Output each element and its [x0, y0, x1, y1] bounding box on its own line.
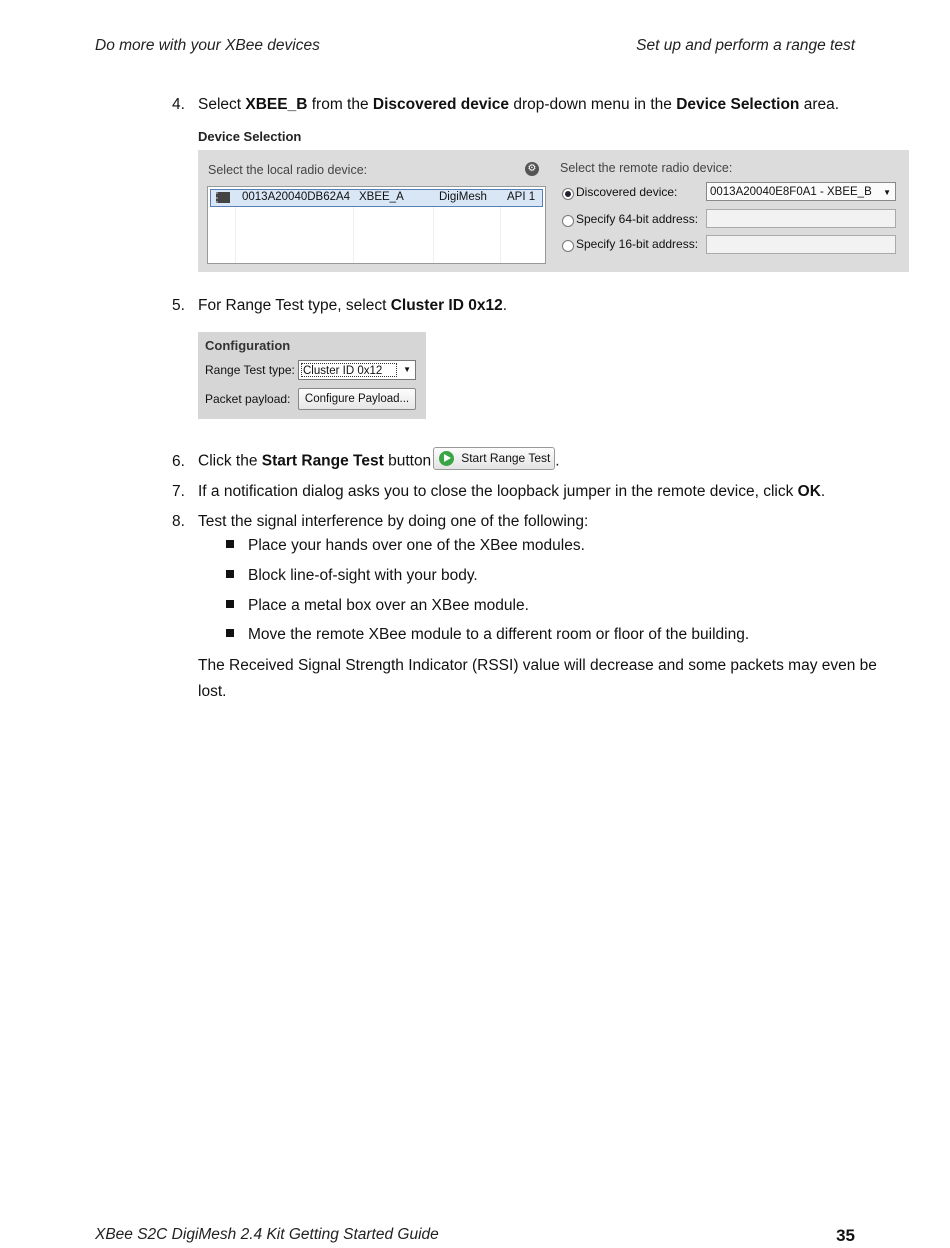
step-text: area. [799, 96, 840, 113]
discovered-device-label: Discovered device: [576, 185, 678, 199]
step-text: button [383, 452, 432, 470]
step-7 [172, 482, 825, 502]
chevron-down-icon: ▼ [883, 188, 891, 197]
address-64bit-field[interactable] [706, 209, 896, 228]
list-item [226, 625, 749, 645]
bullet-text: Move the remote XBee module to a different room or floor of the building. [248, 626, 750, 643]
bullet-icon [226, 600, 234, 608]
step-text: . [820, 483, 826, 500]
step-text: If a notification dialog asks you to close the loopback jumper in the remote device, click [198, 483, 798, 500]
local-device-list[interactable] [207, 186, 546, 264]
step-number: 4. [172, 96, 185, 113]
step-text: Test the signal interference by doing one of the following: [198, 513, 589, 530]
start-range-test-button[interactable] [433, 447, 555, 470]
remote-device-label: Select the remote radio device: [560, 161, 733, 175]
discovered-device-radio[interactable] [562, 188, 574, 200]
packet-payload-label: Packet payload: [205, 392, 291, 406]
range-test-type-value: Cluster ID 0x12 [301, 363, 397, 377]
step-4 [172, 95, 839, 115]
radio-module-icon [216, 192, 230, 203]
step-bold: Discovered device [372, 96, 510, 113]
step-text: For Range Test type, select [198, 297, 391, 314]
specify-64bit-label: Specify 64-bit address: [576, 212, 699, 226]
bullet-text: Block line-of-sight with your body. [248, 567, 478, 584]
configuration-title: Configuration [205, 338, 291, 353]
discovered-device-select[interactable] [706, 182, 896, 201]
range-test-type-label: Range Test type: [205, 363, 295, 377]
bullet-icon [226, 629, 234, 637]
step-8 [172, 512, 588, 532]
address-16bit-field[interactable] [706, 235, 896, 254]
device-name: XBEE_A [359, 191, 404, 203]
step-bold: XBEE_B [245, 96, 308, 113]
step-text: . [555, 452, 560, 470]
configuration-panel [198, 332, 426, 419]
closing-paragraph: The Received Signal Strength Indicator (RSSI) value will decrease and some packets may even be lost. [198, 657, 877, 700]
grid-line [500, 207, 501, 263]
specify-16bit-label: Specify 16-bit address: [576, 237, 699, 251]
step-text: drop-down menu in the [509, 96, 677, 113]
local-device-row[interactable] [210, 189, 543, 207]
step-text: from the [307, 96, 373, 113]
step-number: 6. [172, 452, 185, 470]
device-mode: API 1 [507, 191, 536, 203]
bullet-text: Place a metal box over an XBee module. [248, 597, 529, 614]
list-item [226, 536, 585, 556]
device-protocol: DigiMesh [439, 191, 487, 203]
chevron-down-icon: ▼ [403, 365, 411, 374]
step-text: . [502, 297, 508, 314]
device-selection-title: Device Selection [198, 129, 302, 144]
step-bold: OK [797, 483, 821, 500]
bullet-text: Place your hands over one of the XBee modules. [248, 537, 585, 554]
device-selection-panel [198, 150, 909, 272]
device-mac: 0013A20040DB62A4 [242, 191, 351, 203]
discover-icon[interactable]: ⚙ [525, 162, 539, 176]
step-6 [172, 450, 560, 473]
specify-64bit-radio[interactable] [562, 215, 574, 227]
grid-line [235, 207, 236, 263]
bullet-icon [226, 570, 234, 578]
step-number: 5. [172, 297, 185, 314]
step-text: Select [198, 96, 246, 113]
range-test-type-select[interactable] [298, 360, 416, 380]
step-bold: Start Range Test [261, 452, 384, 470]
step-bold: Cluster ID 0x12 [390, 297, 503, 314]
footer-title: XBee S2C DigiMesh 2.4 Kit Getting Started Guide [95, 1226, 439, 1243]
header-left: Do more with your XBee devices [95, 37, 320, 54]
grid-line [353, 207, 354, 263]
step-text: Click the [198, 452, 262, 470]
start-range-test-label: Start Range Test [461, 451, 551, 465]
step-number: 8. [172, 513, 185, 530]
step-5 [172, 296, 507, 316]
discovered-device-value: 0013A20040E8F0A1 - XBEE_B [710, 186, 872, 198]
list-item [226, 566, 478, 586]
step-bold: Device Selection [676, 96, 800, 113]
bullet-icon [226, 540, 234, 548]
local-device-label: Select the local radio device: [208, 163, 368, 177]
play-icon [439, 451, 454, 466]
specify-16bit-radio[interactable] [562, 240, 574, 252]
step-number: 7. [172, 483, 185, 500]
page-number: 35 [836, 1226, 855, 1245]
configure-payload-button[interactable]: Configure Payload... [298, 388, 416, 410]
header-right: Set up and perform a range test [636, 37, 855, 54]
list-item [226, 596, 529, 616]
grid-line [433, 207, 434, 263]
